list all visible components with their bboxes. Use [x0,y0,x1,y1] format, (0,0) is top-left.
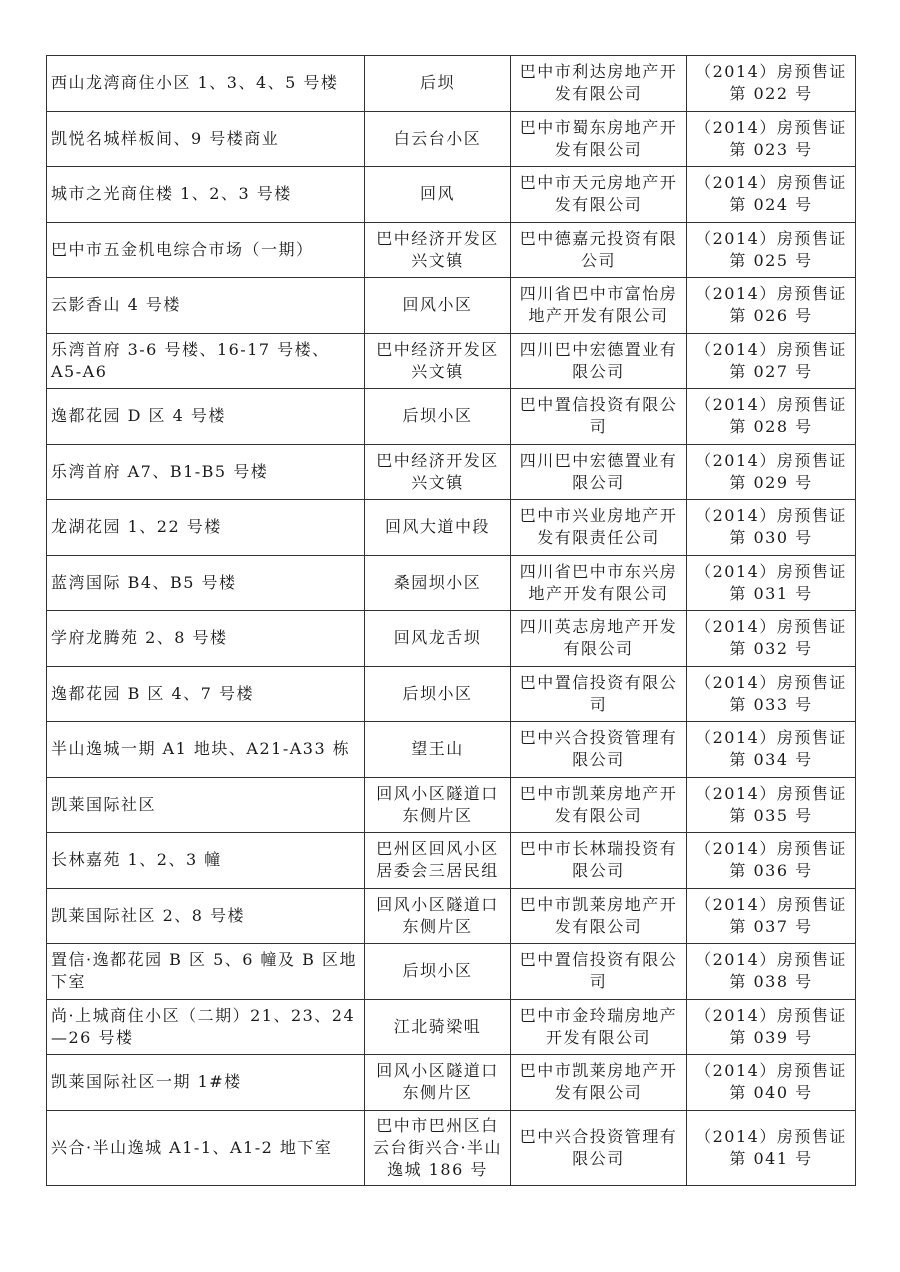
table-row [47,555,856,611]
table-row [47,278,856,334]
location-cell [365,777,511,833]
location-cell [365,167,511,223]
certificate-text: （2014）房预售证第 032 号 [695,617,847,659]
developer-cell [511,222,687,278]
project-name-cell [47,611,365,667]
location-text: 望王山 [411,739,464,759]
location-text: 回风小区 [402,295,473,315]
project-name-text: 乐湾首府 3-6 号楼、16-17 号楼、A5-A6 [51,339,330,381]
developer-cell [511,722,687,778]
developer-text: 巴中兴合投资管理有限公司 [519,1126,678,1168]
certificate-cell [687,444,856,500]
certificate-cell [687,944,856,1000]
certificate-text: （2014）房预售证第 026 号 [695,284,847,326]
location-text: 巴中经济开发区兴文镇 [376,339,499,381]
location-text: 后坝 [419,73,455,93]
location-cell [365,56,511,112]
certificate-text: （2014）房预售证第 027 号 [695,339,847,381]
developer-text: 四川省巴中市富怡房地产开发有限公司 [519,284,678,326]
certificate-cell [687,1055,856,1111]
table-row [47,722,856,778]
certificate-text: （2014）房预售证第 022 号 [695,62,847,104]
table-row [47,777,856,833]
certificate-cell [687,167,856,223]
table-row [47,666,856,722]
project-name-cell [47,1110,365,1185]
project-name-text: 半山逸城一期 A1 地块、A21-A33 栋 [51,739,351,759]
developer-cell [511,444,687,500]
location-cell [365,1110,511,1185]
certificate-cell [687,1110,856,1185]
certificate-text: （2014）房预售证第 041 号 [695,1126,847,1168]
project-name-text: 云影香山 4 号楼 [51,295,181,315]
developer-text: 巴中置信投资有限公司 [519,950,678,992]
developer-cell [511,777,687,833]
project-name-cell [47,777,365,833]
project-name-cell [47,722,365,778]
table-row [47,944,856,1000]
location-cell [365,222,511,278]
table-row [47,389,856,445]
location-text: 回风小区隧道口东侧片区 [376,1061,499,1103]
location-text: 回风大道中段 [384,517,490,537]
location-cell [365,666,511,722]
developer-text: 巴中市天元房地产开发有限公司 [519,173,678,215]
certificate-cell [687,500,856,556]
project-name-text: 凯莱国际社区一期 1#楼 [51,1072,242,1092]
certificate-text: （2014）房预售证第 025 号 [695,228,847,270]
developer-cell [511,999,687,1055]
developer-text: 巴中德嘉元投资有限公司 [519,228,678,270]
certificate-cell [687,666,856,722]
presale-permit-table [46,55,856,1186]
certificate-text: （2014）房预售证第 040 号 [695,1061,847,1103]
location-text: 回风 [419,184,455,204]
certificate-cell [687,111,856,167]
project-name-cell [47,111,365,167]
developer-text: 巴中市金玲瑞房地产开发有限公司 [519,1005,678,1047]
certificate-text: （2014）房预售证第 038 号 [695,950,847,992]
developer-cell [511,167,687,223]
location-text: 桑园坝小区 [393,572,482,592]
project-name-cell [47,278,365,334]
developer-cell [511,111,687,167]
developer-cell [511,333,687,389]
developer-text: 四川英志房地产开发有限公司 [519,617,678,659]
developer-cell [511,1110,687,1185]
certificate-text: （2014）房预售证第 034 号 [695,728,847,770]
table-row [47,111,856,167]
certificate-cell [687,222,856,278]
certificate-cell [687,999,856,1055]
developer-cell [511,888,687,944]
certificate-text: （2014）房预售证第 035 号 [695,783,847,825]
certificate-cell [687,833,856,889]
project-name-cell [47,389,365,445]
project-name-cell [47,222,365,278]
developer-text: 四川省巴中市东兴房地产开发有限公司 [519,561,678,603]
location-cell [365,389,511,445]
developer-text: 巴中置信投资有限公司 [519,395,678,437]
certificate-cell [687,611,856,667]
location-cell [365,500,511,556]
developer-text: 四川巴中宏德置业有限公司 [519,450,678,492]
certificate-cell [687,278,856,334]
developer-text: 巴中置信投资有限公司 [519,672,678,714]
developer-text: 巴中市凯莱房地产开发有限公司 [519,783,678,825]
project-name-text: 置信·逸都花园 B 区 5、6 幢及 B 区地下室 [51,950,357,992]
project-name-text: 逸都花园 B 区 4、7 号楼 [51,683,254,703]
developer-text: 巴中市凯莱房地产开发有限公司 [519,1061,678,1103]
project-name-text: 凯悦名城样板间、9 号楼商业 [51,128,280,148]
table-row [47,611,856,667]
certificate-text: （2014）房预售证第 039 号 [695,1005,847,1047]
developer-cell [511,833,687,889]
location-text: 后坝小区 [402,683,473,703]
project-name-text: 乐湾首府 A7、B1-B5 号楼 [51,461,269,481]
certificate-text: （2014）房预售证第 037 号 [695,894,847,936]
certificate-text: （2014）房预售证第 031 号 [695,561,847,603]
developer-text: 巴中市长林瑞投资有限公司 [519,839,678,881]
developer-text: 巴中市蜀东房地产开发有限公司 [519,117,678,159]
location-cell [365,833,511,889]
certificate-cell [687,555,856,611]
location-cell [365,611,511,667]
permit-table-body [47,56,856,1186]
certificate-cell [687,56,856,112]
location-text: 回风小区隧道口东侧片区 [376,783,499,825]
table-row [47,167,856,223]
location-text: 白云台小区 [393,128,482,148]
project-name-text: 凯莱国际社区 [51,794,157,814]
location-cell [365,278,511,334]
table-row [47,888,856,944]
project-name-cell [47,833,365,889]
table-row [47,444,856,500]
developer-cell [511,611,687,667]
location-text: 回风小区隧道口东侧片区 [376,894,499,936]
project-name-cell [47,666,365,722]
certificate-text: （2014）房预售证第 023 号 [695,117,847,159]
certificate-text: （2014）房预售证第 024 号 [695,173,847,215]
project-name-cell [47,167,365,223]
developer-cell [511,500,687,556]
table-row [47,833,856,889]
project-name-text: 巴中市五金机电综合市场（一期） [51,239,314,259]
location-text: 巴中经济开发区兴文镇 [376,228,499,270]
developer-text: 巴中市利达房地产开发有限公司 [519,62,678,104]
project-name-cell [47,500,365,556]
project-name-cell [47,333,365,389]
project-name-text: 学府龙腾苑 2、8 号楼 [51,628,228,648]
location-cell [365,111,511,167]
developer-cell [511,1055,687,1111]
certificate-text: （2014）房预售证第 030 号 [695,506,847,548]
project-name-text: 逸都花园 D 区 4 号楼 [51,406,226,426]
project-name-text: 尚·上城商住小区（二期）21、23、24—26 号楼 [51,1005,356,1047]
project-name-text: 蓝湾国际 B4、B5 号楼 [51,572,237,592]
location-cell [365,1055,511,1111]
location-cell [365,333,511,389]
certificate-cell [687,333,856,389]
developer-text: 巴中市兴业房地产开发有限责任公司 [519,506,678,548]
certificate-text: （2014）房预售证第 036 号 [695,839,847,881]
project-name-cell [47,555,365,611]
project-name-text: 龙湖花园 1、22 号楼 [51,517,222,537]
location-text: 回风龙舌坝 [393,628,482,648]
project-name-text: 城市之光商住楼 1、2、3 号楼 [51,184,292,204]
developer-text: 四川巴中宏德置业有限公司 [519,339,678,381]
project-name-cell [47,999,365,1055]
location-cell [365,444,511,500]
developer-cell [511,389,687,445]
developer-text: 巴中兴合投资管理有限公司 [519,728,678,770]
certificate-text: （2014）房预售证第 029 号 [695,450,847,492]
certificate-text: （2014）房预售证第 033 号 [695,672,847,714]
table-row [47,1110,856,1185]
location-cell [365,999,511,1055]
project-name-text: 兴合·半山逸城 A1-1、A1-2 地下室 [51,1137,333,1157]
certificate-cell [687,389,856,445]
project-name-cell [47,444,365,500]
certificate-cell [687,777,856,833]
certificate-text: （2014）房预售证第 028 号 [695,395,847,437]
table-row [47,500,856,556]
project-name-text: 凯莱国际社区 2、8 号楼 [51,905,246,925]
location-text: 后坝小区 [402,961,473,981]
location-cell [365,888,511,944]
table-row [47,333,856,389]
project-name-text: 西山龙湾商住小区 1、3、4、5 号楼 [51,73,339,93]
location-text: 巴州区回风小区居委会三居民组 [376,839,499,881]
table-row [47,222,856,278]
project-name-cell [47,944,365,1000]
developer-text: 巴中市凯莱房地产开发有限公司 [519,894,678,936]
table-row [47,56,856,112]
location-text: 巴中市巴州区白云台街兴合·半山逸城 186 号 [372,1115,503,1179]
developer-cell [511,666,687,722]
location-text: 江北骑梁咀 [393,1016,482,1036]
location-text: 巴中经济开发区兴文镇 [376,450,499,492]
certificate-cell [687,888,856,944]
project-name-cell [47,888,365,944]
developer-cell [511,555,687,611]
developer-cell [511,278,687,334]
certificate-cell [687,722,856,778]
project-name-cell [47,1055,365,1111]
table-row [47,999,856,1055]
developer-cell [511,56,687,112]
location-text: 后坝小区 [402,406,473,426]
developer-cell [511,944,687,1000]
location-cell [365,722,511,778]
location-cell [365,944,511,1000]
table-row [47,1055,856,1111]
project-name-text: 长林嘉苑 1、2、3 幢 [51,850,222,870]
location-cell [365,555,511,611]
project-name-cell [47,56,365,112]
